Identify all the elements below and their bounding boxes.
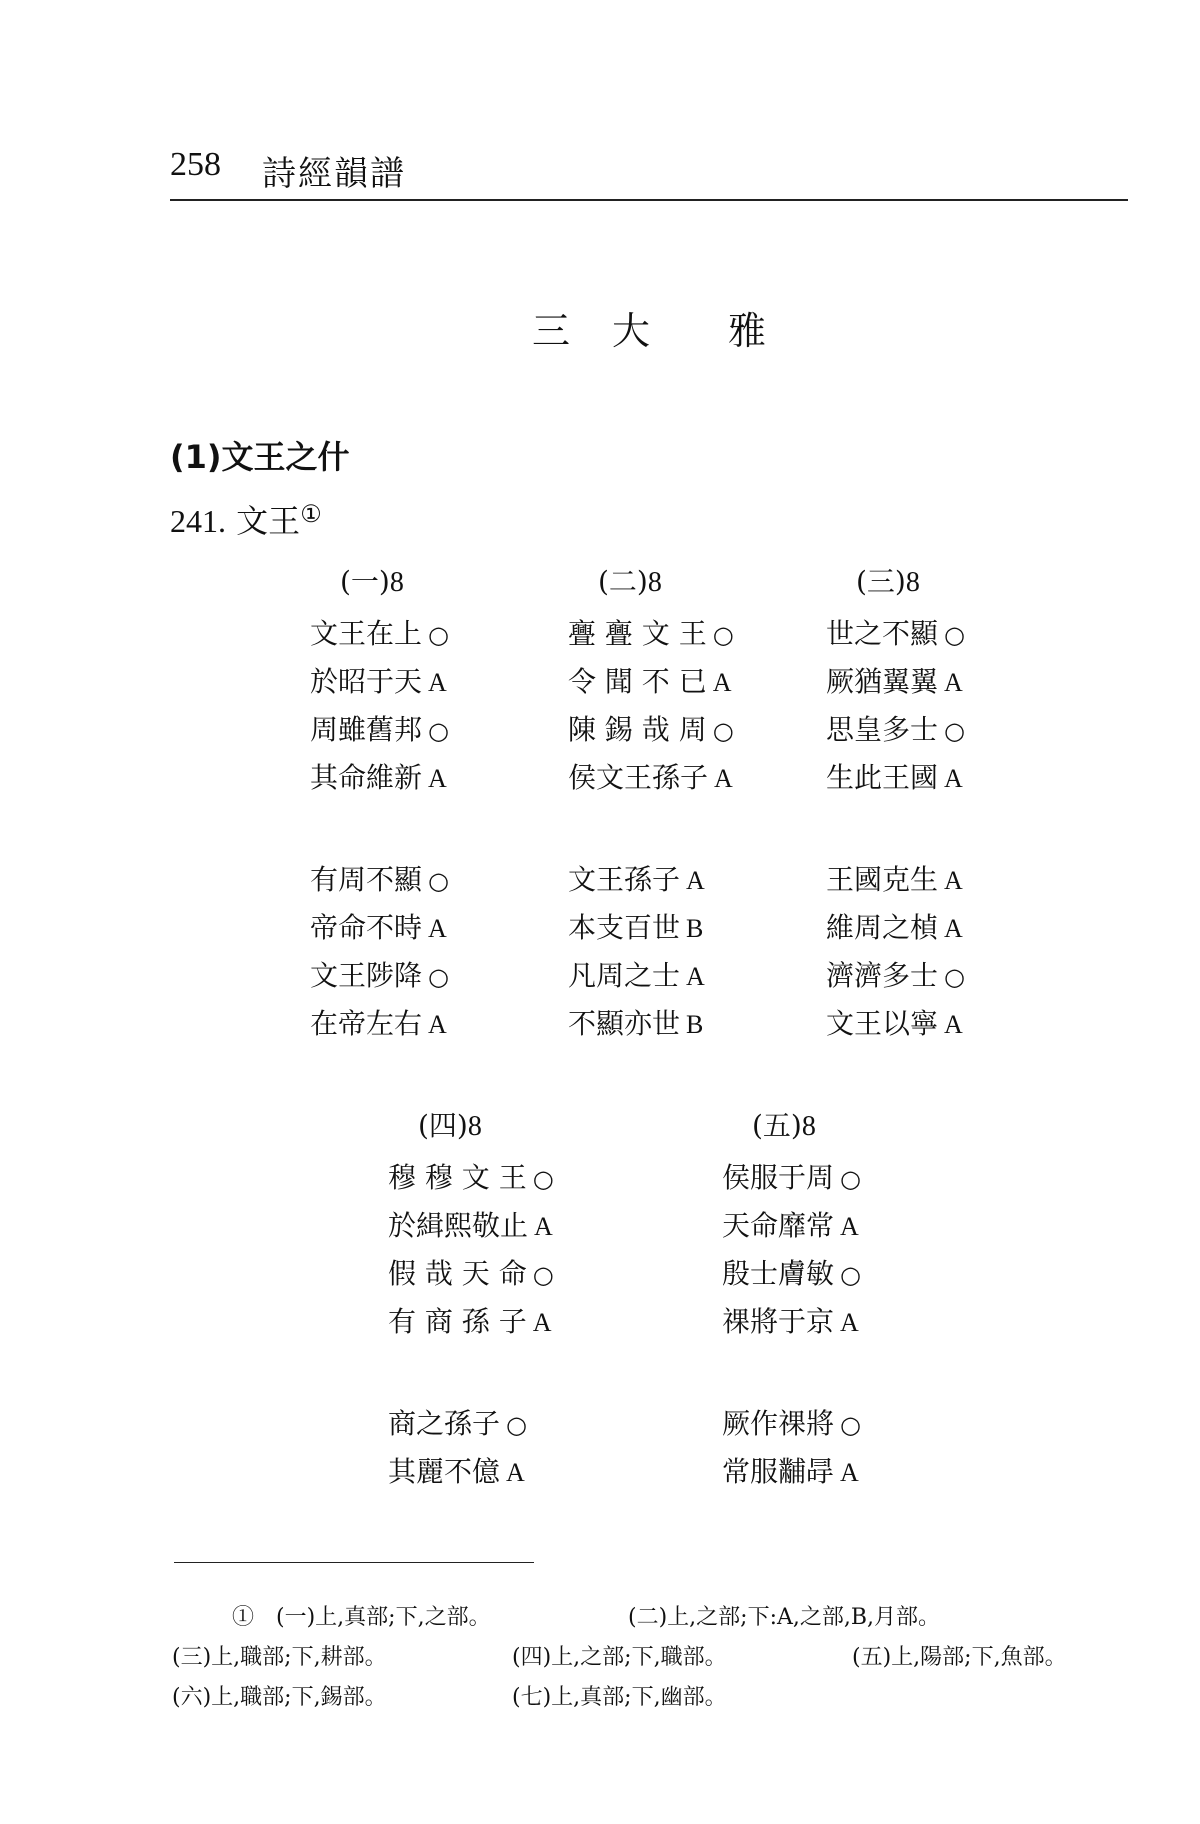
verse-text: 其麗不億 [388,1455,501,1488]
stanza-number: (二) [598,565,648,598]
rhyme-mark: A [944,764,963,793]
stanza-line-count: 8 [801,1111,816,1142]
section-heading: (1)文王之什 [170,438,350,476]
footnote-divider [174,1562,534,1563]
rhyme-mark: A [428,764,447,793]
rhyme-mark: ○ [428,621,449,649]
verse-line [826,708,965,756]
rhyme-mark: A [506,1458,525,1487]
verse-line [826,858,963,906]
verse-text: 有周不顯 [310,863,423,896]
stanza-line-count: 8 [389,567,404,598]
rhyme-mark: ○ [428,963,449,991]
rhyme-mark: B [686,1010,704,1039]
poem-heading [170,496,322,542]
verse-line [722,1156,861,1204]
verse-text: 厥猶翼翼 [826,665,939,698]
stanza-number: (五) [752,1109,802,1142]
rhyme-mark: ○ [840,1411,861,1439]
verse-text: 侯服于周 [722,1161,835,1194]
stanza-number: (四) [418,1109,468,1142]
verse-text: 厥作祼將 [722,1407,835,1440]
verse-text: 濟濟多士 [826,959,939,992]
verse-text: 令 聞 不 已 [568,665,707,698]
running-head-title: 詩經韻譜 [262,154,406,194]
verse-line [568,906,703,954]
rhyme-mark: ○ [944,717,965,745]
poem-title: 文王 [236,502,301,540]
verse-text: 文王在上 [310,617,423,650]
rhyme-mark: A [534,1212,553,1241]
rhyme-mark: A [532,1308,552,1337]
verse-line [826,612,965,660]
verse-line [826,954,965,1002]
verse-line [568,660,731,708]
rhyme-mark: A [714,764,733,793]
footnote-item: (五)上,陽部;下,魚部。 [852,1645,1067,1670]
verse-text: 商之孫子 [388,1407,501,1440]
verse-line [722,1300,859,1348]
rhyme-mark: ○ [840,1261,861,1289]
stanza-label [340,560,404,600]
stanza-number: (三) [856,565,906,598]
verse-line [310,906,447,954]
verse-text: 王國克生 [826,863,939,896]
rhyme-mark: A [840,1212,859,1241]
stanza-label [752,1104,816,1144]
rhyme-mark: A [428,1010,447,1039]
part-title-char: 大 [612,309,651,353]
verse-text: 生此王國 [826,761,939,794]
verse-line [568,756,733,804]
rhyme-mark: A [686,866,705,895]
verse-text: 於昭于天 [310,665,423,698]
verse-line [826,660,963,708]
verse-line [388,1300,551,1348]
verse-text: 祼將于京 [722,1305,835,1338]
verse-text: 亹 亹 文 王 [568,617,707,650]
verse-line [722,1252,861,1300]
part-title-char: 三 [532,309,571,353]
verse-text: 文王陟降 [310,959,423,992]
footnote-item: (六)上,職部;下,錫部。 [172,1685,387,1710]
verse-text: 世之不顯 [826,617,939,650]
rhyme-mark: A [944,866,963,895]
verse-line [310,954,449,1002]
poem-number: 241. [170,503,226,539]
rhyme-mark: A [686,962,705,991]
rhyme-mark: B [686,914,704,943]
footnote-marker: ① [300,500,322,528]
verse-line [388,1450,525,1498]
rhyme-mark: ○ [506,1411,527,1439]
verse-line [388,1204,553,1252]
verse-line [722,1204,859,1252]
stanza-label [598,560,662,600]
stanza-line-count: 8 [467,1111,482,1142]
verse-line [826,1002,963,1050]
verse-text: 本支百世 [568,911,681,944]
verse-text: 帝命不時 [310,911,423,944]
verse-text: 其命維新 [310,761,423,794]
rhyme-mark: ○ [944,621,965,649]
stanza-line-count: 8 [905,567,920,598]
verse-line [568,954,705,1002]
verse-text: 有 商 孫 子 [388,1305,527,1338]
verse-line [388,1252,554,1300]
footnote-item: (七)上,真部;下,幽部。 [512,1685,727,1710]
verse-text: 常服黼冔 [722,1455,835,1488]
verse-line [388,1156,554,1204]
rhyme-mark: A [712,668,732,697]
verse-line [310,708,449,756]
verse-text: 侯文王孫子 [568,761,709,794]
footnote-item: (四)上,之部;下,職部。 [512,1645,727,1670]
verse-text: 思皇多士 [826,713,939,746]
part-title-char: 雅 [728,309,767,353]
verse-line [568,858,705,906]
rhyme-mark: ○ [532,1261,554,1289]
verse-line [310,858,449,906]
verse-text: 不顯亦世 [568,1007,681,1040]
rhyme-mark: ○ [428,717,449,745]
rhyme-mark: A [840,1308,859,1337]
verse-line [310,1002,447,1050]
verse-text: 文王以寧 [826,1007,939,1040]
verse-line [722,1402,861,1450]
verse-line [826,906,963,954]
rhyme-mark: ○ [840,1165,861,1193]
verse-text: 陳 錫 哉 周 [568,713,707,746]
rhyme-mark: A [944,1010,963,1039]
verse-text: 於緝熙敬止 [388,1209,529,1242]
rhyme-mark: A [840,1458,859,1487]
verse-text: 文王孫子 [568,863,681,896]
rhyme-mark: A [428,668,447,697]
rhyme-mark: ○ [712,717,734,745]
rhyme-mark: ○ [532,1165,554,1193]
verse-text: 殷士膚敏 [722,1257,835,1290]
verse-text: 在帝左右 [310,1007,423,1040]
footnote-item: (三)上,職部;下,耕部。 [172,1645,387,1670]
verse-line [568,708,734,756]
verse-text: 維周之楨 [826,911,939,944]
stanza-number: (一) [340,565,390,598]
rhyme-mark: ○ [944,963,965,991]
stanza-label [418,1104,482,1144]
verse-text: 周雖舊邦 [310,713,423,746]
stanza-line-count: 8 [647,567,662,598]
verse-line [826,756,963,804]
verse-line [722,1450,859,1498]
verse-text: 假 哉 天 命 [388,1257,527,1290]
header-divider [170,199,1128,201]
verse-text: 天命靡常 [722,1209,835,1242]
footnote-item: (二)上,之部;下:A,之部,B,月部。 [628,1605,941,1630]
rhyme-mark: ○ [712,621,734,649]
verse-line [310,660,447,708]
page-number: 258 [170,146,221,183]
rhyme-mark: A [944,668,963,697]
verse-line [388,1402,527,1450]
verse-line [568,1002,703,1050]
verse-text: 穆 穆 文 王 [388,1161,527,1194]
footnote-item: ① (一)上,真部;下,之部。 [232,1605,491,1630]
verse-text: 凡周之士 [568,959,681,992]
stanza-label [856,560,920,600]
rhyme-mark: ○ [428,867,449,895]
verse-line [310,756,447,804]
rhyme-mark: A [944,914,963,943]
verse-line [568,612,734,660]
verse-line [310,612,449,660]
rhyme-mark: A [428,914,447,943]
